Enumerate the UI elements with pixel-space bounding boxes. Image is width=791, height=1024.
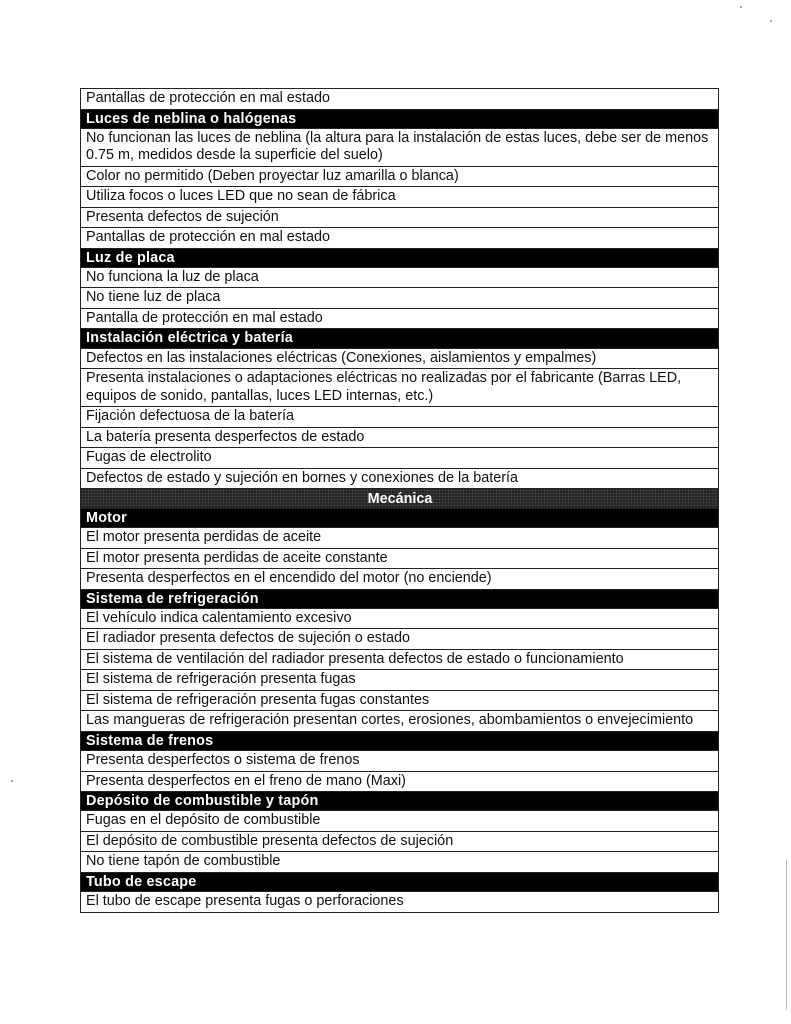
checklist-item-row: Presenta desperfectos en el encendido del motor (no enciende) (81, 569, 718, 590)
checklist-item-row: Pantallas de protección en mal estado (81, 228, 718, 249)
checklist-item-row: Color no permitido (Deben proyectar luz amarilla o blanca) (81, 167, 718, 188)
checklist-item-row: Defectos en las instalaciones eléctricas (Conexiones, aislamientos y empalmes) (81, 349, 718, 370)
checklist-item-row: Pantallas de protección en mal estado (81, 88, 718, 110)
checklist-item-row: Defectos de estado y sujeción en bornes y conexiones de la batería (81, 469, 718, 490)
category-header-row: Luces de neblina o halógenas (81, 110, 718, 129)
checklist-item-row: Las mangueras de refrigeración presentan cortes, erosiones, abombamientos o envejecimiento (81, 711, 718, 732)
checklist-item-row: Fugas en el depósito de combustible (81, 811, 718, 832)
checklist-item-row: No funciona la luz de placa (81, 268, 718, 289)
category-header-row: Instalación eléctrica y batería (81, 329, 718, 348)
section-title-row: Mecánica (81, 489, 718, 509)
category-header-row: Sistema de refrigeración (81, 590, 718, 609)
checklist-item-row: No tiene tapón de combustible (81, 852, 718, 873)
category-header-row: Luz de placa (81, 249, 718, 268)
category-header-row: Depósito de combustible y tapón (81, 792, 718, 811)
scan-speck (11, 780, 13, 782)
checklist-item-row: Presenta desperfectos o sistema de frenos (81, 751, 718, 772)
checklist-item-row: El depósito de combustible presenta defectos de sujeción (81, 832, 718, 853)
checklist-item-row: Presenta defectos de sujeción (81, 208, 718, 229)
checklist-item-row: El vehículo indica calentamiento excesivo (81, 609, 718, 630)
checklist-item-row: El sistema de ventilación del radiador presenta defectos de estado o funcionamiento (81, 650, 718, 671)
checklist-item-row: No funcionan las luces de neblina (la altura para la instalación de estas luces, debe ser de menos 0.75 m, medidos desde la superficie del suelo) (81, 129, 718, 167)
scan-speck (740, 6, 742, 8)
checklist-item-row: El sistema de refrigeración presenta fugas constantes (81, 691, 718, 712)
checklist-item-row: Presenta desperfectos en el freno de mano (Maxi) (81, 772, 718, 793)
category-header-row: Tubo de escape (81, 873, 718, 892)
checklist-item-row: El motor presenta perdidas de aceite constante (81, 549, 718, 570)
checklist-item-row: El sistema de refrigeración presenta fugas (81, 670, 718, 691)
category-header-row: Motor (81, 509, 718, 528)
category-header-row: Sistema de frenos (81, 732, 718, 751)
scan-edge-line (786, 860, 787, 1010)
scan-speck (770, 20, 772, 22)
checklist-item-row: Pantalla de protección en mal estado (81, 309, 718, 330)
checklist-item-row: Fijación defectuosa de la batería (81, 407, 718, 428)
checklist-item-row: El radiador presenta defectos de sujeción o estado (81, 629, 718, 650)
checklist-item-row: El tubo de escape presenta fugas o perforaciones (81, 892, 718, 913)
inspection-checklist-table (80, 88, 719, 913)
checklist-item-row: No tiene luz de placa (81, 288, 718, 309)
checklist-item-row: Presenta instalaciones o adaptaciones eléctricas no realizadas por el fabricante (Barras LED, equipos de sonido, pantallas, luces LED internas, etc.) (81, 369, 718, 407)
checklist-item-row: Utiliza focos o luces LED que no sean de fábrica (81, 187, 718, 208)
checklist-item-row: Fugas de electrolito (81, 448, 718, 469)
checklist-item-row: La batería presenta desperfectos de estado (81, 428, 718, 449)
checklist-item-row: El motor presenta perdidas de aceite (81, 528, 718, 549)
